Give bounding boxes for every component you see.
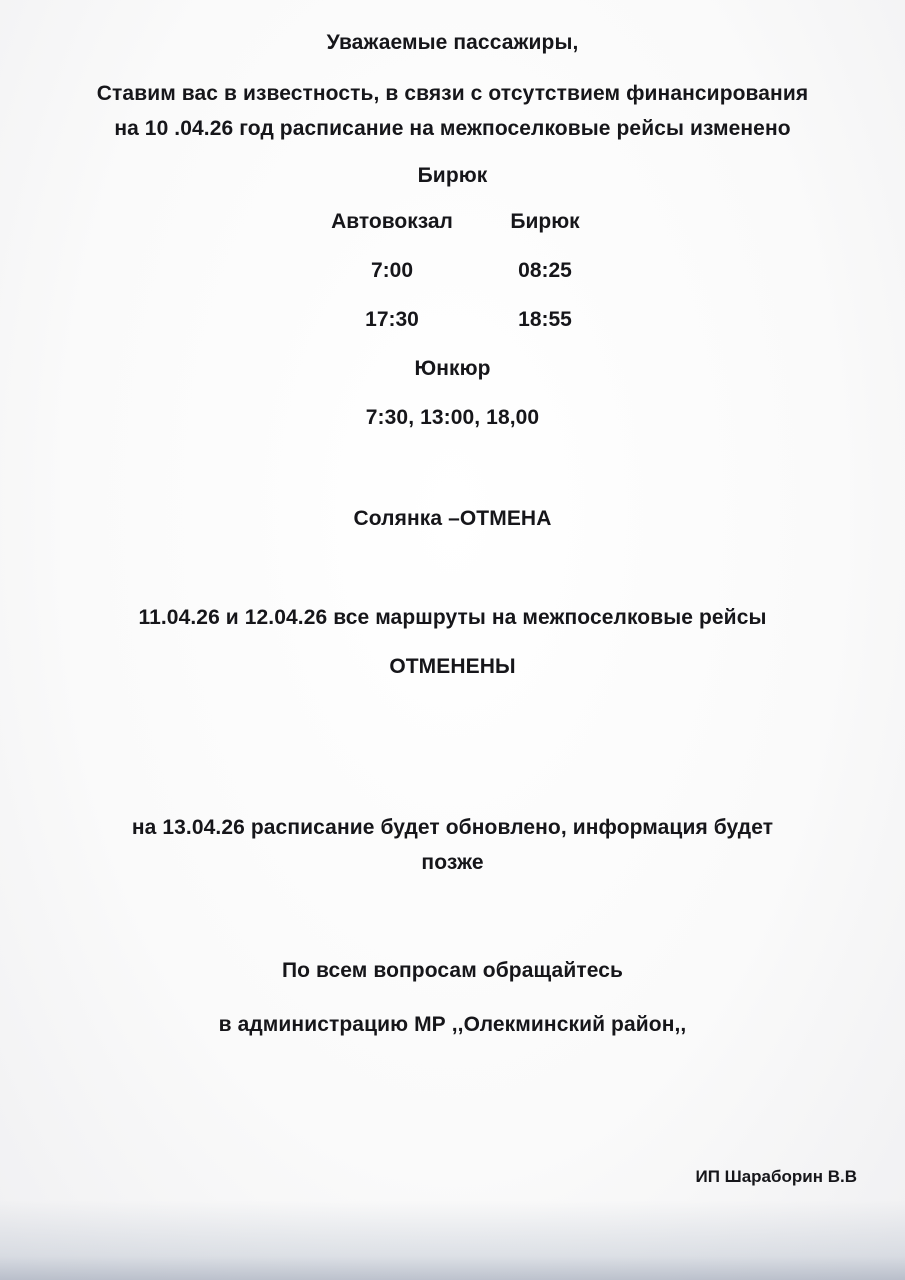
intro-line-1: Ставим вас в известность, в связи с отсутствием финансирования	[96, 82, 809, 105]
intro-line-2: на 10 .04.26 год расписание на межпоселковые рейсы изменено	[114, 117, 791, 140]
schedule-row-1-from: 7:00	[370, 259, 414, 282]
schedule-header-from: Автовокзал	[331, 210, 453, 233]
cancellation-line-1: 11.04.26 и 12.04.26 все маршруты на межпоселковые рейсы	[138, 606, 767, 629]
contact-line-1: По всем вопросам обращайтесь	[281, 959, 624, 982]
route-yunkyur-title: Юнкюр	[414, 357, 491, 380]
cancellation-line-2: ОТМЕНЕНЫ	[389, 655, 516, 678]
route-yunkyur-times: 7:30, 13:00, 18,00	[365, 406, 540, 429]
schedule-row-2-to: 18:55	[518, 308, 572, 331]
schedule-row-1-to: 08:25	[518, 259, 572, 282]
schedule-header-to: Бирюк	[510, 210, 580, 233]
update-line-2: позже	[421, 851, 484, 874]
route-solyanka-cancel: Солянка –ОТМЕНА	[353, 507, 552, 530]
route-biryuk-title: Бирюк	[417, 164, 488, 187]
signature: ИП Шараборин В.В	[695, 1167, 857, 1186]
contact-line-2: в администрацию МР ,,Олекминский район,,	[218, 1013, 687, 1036]
photo-shadow	[0, 1200, 905, 1280]
schedule-row-2-from: 17:30	[365, 308, 419, 331]
greeting: Уважаемые пассажиры,	[326, 31, 579, 54]
update-line-1: на 13.04.26 расписание будет обновлено, информация будет	[131, 816, 774, 839]
